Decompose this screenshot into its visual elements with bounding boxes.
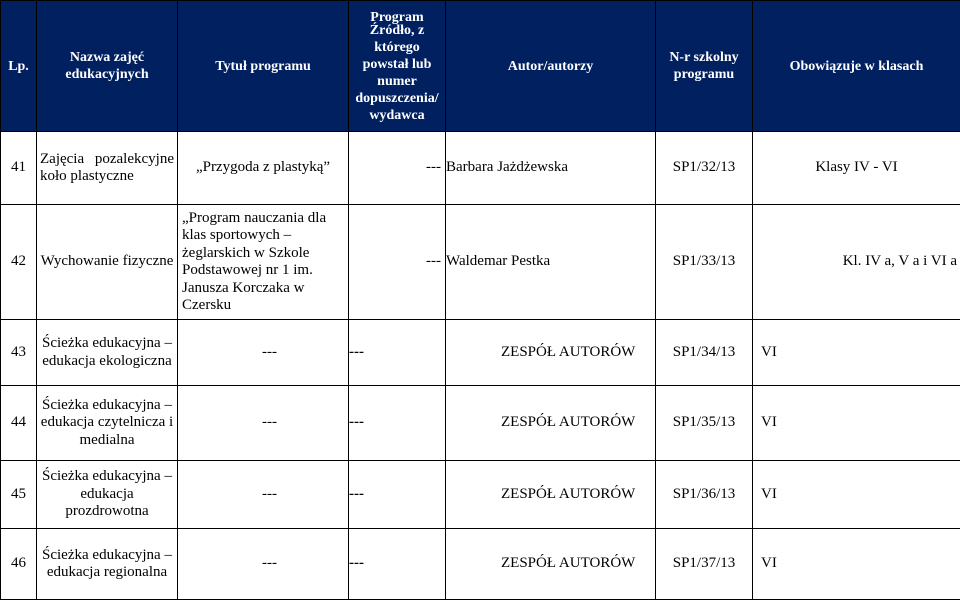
cell-nr: SP1/32/13 <box>656 132 753 205</box>
cell-autor <box>446 132 656 205</box>
header-nazwa: Nazwa zajęć edukacyjnych <box>37 1 178 132</box>
cell-lp: 42 <box>1 205 37 320</box>
cell-lp: 44 <box>1 386 37 461</box>
cell-nazwa: Ścieżka edukacyjna – edukacja ekologiczna <box>37 320 178 386</box>
cell-lp: 46 <box>1 529 37 600</box>
table-row <box>1 529 960 600</box>
cell-nazwa: Ścieżka edukacyjna – edukacja czytelnicza i medialna <box>37 386 178 461</box>
table-row <box>1 461 960 529</box>
cell-lp: 45 <box>1 461 37 529</box>
cell-tytul: --- <box>178 386 349 461</box>
table-body <box>1 132 960 600</box>
table-row <box>1 205 960 320</box>
cell-autor: ZESPÓŁ AUTORÓW <box>446 529 656 600</box>
header-lp: Lp. <box>1 1 37 132</box>
cell-tytul: --- <box>178 529 349 600</box>
header-nr: N-r szkolny programu <box>656 1 753 132</box>
header-autor: Autor/autorzy <box>446 1 656 132</box>
cell-nr: SP1/37/13 <box>656 529 753 600</box>
cell-lp: 41 <box>1 132 37 205</box>
cell-nazwa: Zajęcia pozalekcyjne koło plastyczne <box>37 132 178 205</box>
cell-nazwa: Ścieżka edukacyjna – edukacja prozdrowotna <box>37 461 178 529</box>
autor-name: Waldemar Pestka <box>446 253 550 269</box>
cell-klasy: Klasy IV - VI <box>753 132 960 205</box>
cell-zrodlo: --- <box>349 320 446 386</box>
table-row <box>1 386 960 461</box>
cell-autor <box>446 205 656 320</box>
cell-zrodlo: --- <box>349 205 446 320</box>
cell-tytul: „Program nauczania dla klas sportowych – żeglarskich w Szkole Podstawowej nr 1 im. Janusza Korczaka w Czersku <box>178 205 349 320</box>
cell-klasy: Kl. IV a, V a i VI a <box>753 205 960 320</box>
header-zrodlo: Program Źródło, z którego powstał lub numer dopuszczenia/ wydawca <box>349 1 446 132</box>
cell-klasy: VI <box>753 529 960 600</box>
cell-nazwa: Wychowanie fizyczne <box>37 205 178 320</box>
cell-autor: ZESPÓŁ AUTORÓW <box>446 386 656 461</box>
table-row <box>1 320 960 386</box>
cell-zrodlo: --- <box>349 386 446 461</box>
cell-nazwa: Ścieżka edukacyjna – edukacja regionalna <box>37 529 178 600</box>
cell-zrodlo: --- <box>349 132 446 205</box>
header-program-group: Program <box>349 9 445 26</box>
cell-klasy: VI <box>753 461 960 529</box>
cell-nr: SP1/33/13 <box>656 205 753 320</box>
cell-tytul: --- <box>178 320 349 386</box>
autor-name: Barbara Jażdżewska <box>446 159 568 175</box>
cell-zrodlo: --- <box>349 529 446 600</box>
cell-tytul: „Przygoda z plastyką” <box>178 132 349 205</box>
cell-lp: 43 <box>1 320 37 386</box>
cell-klasy: VI <box>753 320 960 386</box>
table-row <box>1 132 960 205</box>
cell-autor: ZESPÓŁ AUTORÓW <box>446 461 656 529</box>
cell-tytul: --- <box>178 461 349 529</box>
table-header <box>1 1 960 132</box>
cell-zrodlo: --- <box>349 461 446 529</box>
header-klasy: Obowiązuje w klasach <box>753 1 960 132</box>
cell-nr: SP1/35/13 <box>656 386 753 461</box>
cell-autor: ZESPÓŁ AUTORÓW <box>446 320 656 386</box>
cell-nr: SP1/36/13 <box>656 461 753 529</box>
cell-klasy: VI <box>753 386 960 461</box>
cell-nr: SP1/34/13 <box>656 320 753 386</box>
header-tytul: Tytuł programu <box>178 1 349 132</box>
